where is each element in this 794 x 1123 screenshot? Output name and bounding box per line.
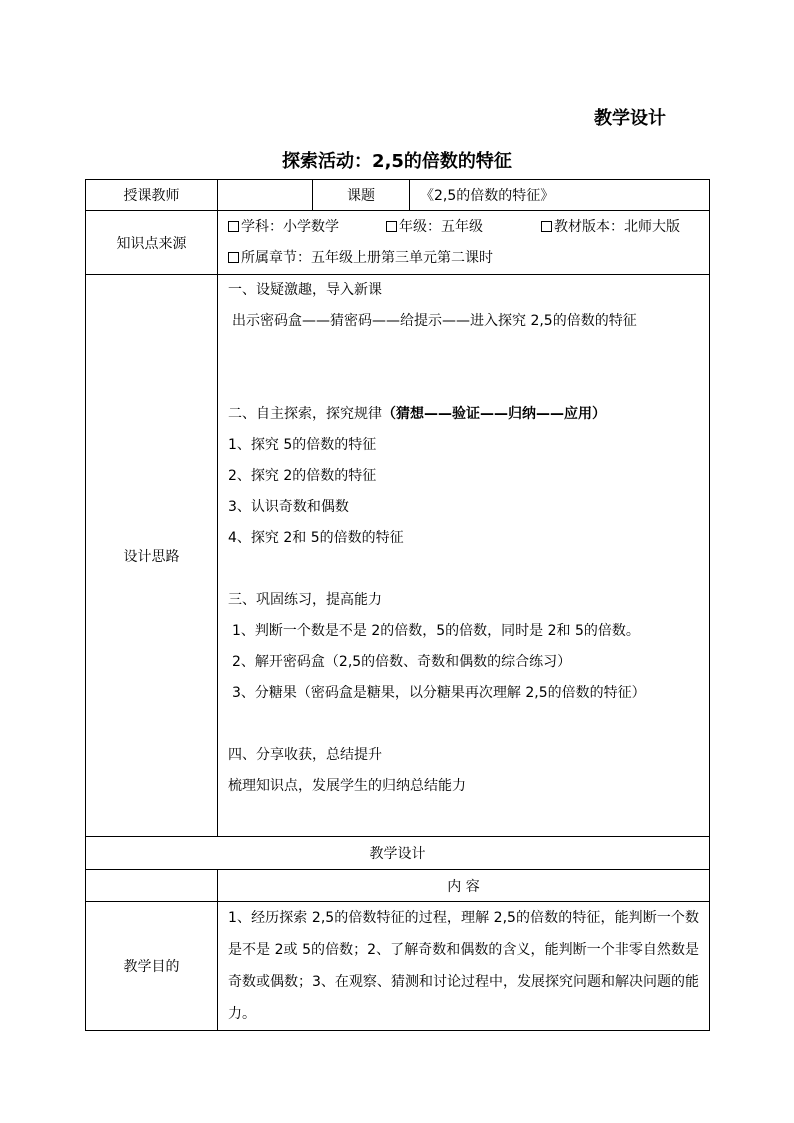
section-3-item: 1、判断一个数是不是 2的倍数，5的倍数，同时是 2和 5的倍数。: [232, 623, 640, 639]
table-row-content-header: [86, 870, 710, 902]
grade-checkbox: [386, 221, 397, 232]
chapter-checkbox: [228, 252, 239, 263]
table-row-design: [86, 275, 710, 837]
grade-text: 年级：五年级: [399, 218, 483, 235]
table-row-source: [86, 211, 710, 275]
design-label: 设计思路: [86, 275, 218, 837]
document-title: 探索活动：2,5的倍数的特征: [282, 151, 512, 172]
section-4-text: 梳理知识点，发展学生的归纳总结能力: [228, 778, 466, 794]
edition-option: [541, 212, 680, 243]
table-row-goal: [86, 902, 710, 1031]
section-2-title-text: 二、自主探索，探究规律: [228, 406, 382, 422]
subject-option: [228, 212, 386, 243]
section-2-title: [228, 399, 699, 430]
teacher-label: 授课教师: [86, 180, 218, 211]
section-2-item: 2、探究 2的倍数的特征: [228, 468, 377, 484]
subject-checkbox: [228, 221, 239, 232]
topic-value: 《2,5的倍数的特征》: [410, 180, 710, 211]
table-row-teacher: [86, 180, 710, 211]
lesson-table: [85, 179, 710, 1031]
source-content: [218, 211, 710, 275]
teacher-value: [218, 180, 313, 211]
content-header-empty: [86, 870, 218, 902]
teaching-section-title: 教学设计: [86, 837, 710, 870]
design-content: [218, 275, 710, 837]
section-2-item: 4、探究 2和 5的倍数的特征: [228, 530, 404, 546]
section-3-item: 2、解开密码盒（2,5的倍数、奇数和偶数的综合练习）: [232, 654, 572, 670]
source-line-2: [228, 243, 699, 274]
source-line-1: [228, 212, 699, 243]
grade-option: [386, 212, 541, 243]
topic-label: 课题: [313, 180, 410, 211]
edition-checkbox: [541, 221, 552, 232]
section-3-item: 3、分糖果（密码盒是糖果，以分糖果再次理解 2,5的倍数的特征）: [232, 685, 646, 701]
subject-text: 学科：小学数学: [241, 218, 339, 235]
goal-label: 教学目的: [86, 902, 218, 1031]
source-label: 知识点来源: [86, 211, 218, 275]
section-1-title: 一、设疑激趣，导入新课: [228, 282, 382, 298]
content-header: 内 容: [218, 870, 710, 902]
section-3-title: 三、巩固练习，提高能力: [228, 592, 382, 608]
goal-text: 1、经历探索 2,5的倍数特征的过程，理解 2,5的倍数的特征，能判断一个数是不是 2或 5的倍数；2、了解奇数和偶数的含义，能判断一个非零自然数是奇数或偶数；3、在观察、猜测和讨论过程中，发展探究问题和解决问题的能力。: [228, 910, 699, 1022]
section-2-item: 3、认识奇数和偶数: [228, 499, 349, 515]
section-2-method: （猜想——验证——归纳——应用）: [382, 406, 606, 422]
header-label: 教学设计: [594, 108, 666, 129]
section-4-title: 四、分享收获，总结提升: [228, 747, 382, 763]
table-row-teaching-title: [86, 837, 710, 870]
goal-content: [218, 902, 710, 1031]
section-1-text: 出示密码盒——猜密码——给提示——进入探究 2,5的倍数的特征: [232, 313, 637, 329]
edition-text: 教材版本：北师大版: [554, 218, 680, 235]
chapter-text: 所属章节：五年级上册第三单元第二课时: [241, 249, 493, 266]
section-2-item: 1、探究 5的倍数的特征: [228, 437, 377, 453]
